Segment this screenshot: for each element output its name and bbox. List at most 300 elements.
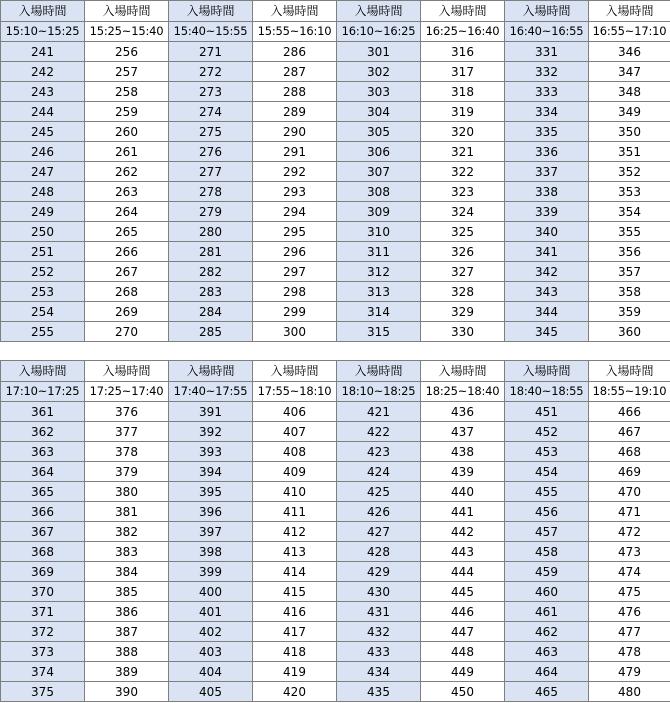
number-cell: 325: [421, 222, 505, 242]
number-cell: 441: [421, 502, 505, 522]
number-cell: 452: [505, 422, 589, 442]
number-cell: 479: [589, 662, 670, 682]
table-row: [1, 662, 670, 682]
table-row: [1, 542, 670, 562]
number-cell: 309: [337, 202, 421, 222]
table-row: [1, 422, 670, 442]
entry-time-table-2: [0, 360, 670, 702]
number-cell: 473: [589, 542, 670, 562]
number-cell: 259: [85, 102, 169, 122]
number-cell: 428: [337, 542, 421, 562]
number-cell: 340: [505, 222, 589, 242]
table-row: [1, 102, 670, 122]
number-cell: 422: [337, 422, 421, 442]
time-slot-row: [1, 382, 670, 402]
table-row: [1, 462, 670, 482]
number-cell: 414: [253, 562, 337, 582]
number-cell: 447: [421, 622, 505, 642]
number-cell: 332: [505, 62, 589, 82]
number-cell: 409: [253, 462, 337, 482]
number-cell: 304: [337, 102, 421, 122]
header-cell: 入場時間: [337, 1, 421, 22]
number-cell: 370: [1, 582, 85, 602]
number-cell: 437: [421, 422, 505, 442]
number-cell: 392: [169, 422, 253, 442]
number-cell: 448: [421, 642, 505, 662]
header-cell: 入場時間: [505, 361, 589, 382]
number-cell: 408: [253, 442, 337, 462]
number-cell: 338: [505, 182, 589, 202]
number-cell: 436: [421, 402, 505, 422]
entry-time-table-1: [0, 0, 670, 342]
number-cell: 363: [1, 442, 85, 462]
number-cell: 253: [1, 282, 85, 302]
number-cell: 385: [85, 582, 169, 602]
header-cell: 入場時間: [505, 1, 589, 22]
number-cell: 460: [505, 582, 589, 602]
number-cell: 280: [169, 222, 253, 242]
number-cell: 317: [421, 62, 505, 82]
table-row: [1, 202, 670, 222]
header-cell: 入場時間: [421, 361, 505, 382]
number-cell: 398: [169, 542, 253, 562]
number-cell: 355: [589, 222, 670, 242]
number-cell: 352: [589, 162, 670, 182]
number-cell: 395: [169, 482, 253, 502]
number-cell: 342: [505, 262, 589, 282]
time-slot-cell: 17:10~17:25: [1, 382, 85, 402]
number-cell: 410: [253, 482, 337, 502]
number-cell: 377: [85, 422, 169, 442]
number-cell: 315: [337, 322, 421, 342]
number-cell: 431: [337, 602, 421, 622]
number-cell: 459: [505, 562, 589, 582]
table-row: [1, 562, 670, 582]
table-row: [1, 582, 670, 602]
number-cell: 467: [589, 422, 670, 442]
number-cell: 334: [505, 102, 589, 122]
time-slot-cell: 15:25~15:40: [85, 22, 169, 42]
number-cell: 455: [505, 482, 589, 502]
number-cell: 252: [1, 262, 85, 282]
table-row: [1, 262, 670, 282]
number-cell: 273: [169, 82, 253, 102]
time-slot-cell: 18:40~18:55: [505, 382, 589, 402]
header-cell: 入場時間: [253, 361, 337, 382]
number-cell: 267: [85, 262, 169, 282]
table-row: [1, 182, 670, 202]
number-cell: 350: [589, 122, 670, 142]
table-row: [1, 222, 670, 242]
time-slot-cell: 17:55~18:10: [253, 382, 337, 402]
table-row: [1, 482, 670, 502]
number-cell: 360: [589, 322, 670, 342]
time-slot-cell: 16:10~16:25: [337, 22, 421, 42]
number-cell: 279: [169, 202, 253, 222]
number-cell: 349: [589, 102, 670, 122]
number-cell: 371: [1, 602, 85, 622]
number-cell: 432: [337, 622, 421, 642]
number-cell: 474: [589, 562, 670, 582]
number-cell: 270: [85, 322, 169, 342]
number-cell: 290: [253, 122, 337, 142]
number-cell: 357: [589, 262, 670, 282]
number-cell: 463: [505, 642, 589, 662]
number-cell: 472: [589, 522, 670, 542]
time-slot-cell: 15:55~16:10: [253, 22, 337, 42]
number-cell: 387: [85, 622, 169, 642]
number-cell: 242: [1, 62, 85, 82]
number-cell: 245: [1, 122, 85, 142]
number-cell: 311: [337, 242, 421, 262]
number-cell: 417: [253, 622, 337, 642]
number-cell: 319: [421, 102, 505, 122]
number-cell: 282: [169, 262, 253, 282]
number-cell: 328: [421, 282, 505, 302]
table-row: [1, 142, 670, 162]
number-cell: 444: [421, 562, 505, 582]
number-cell: 420: [253, 682, 337, 702]
number-cell: 320: [421, 122, 505, 142]
number-cell: 469: [589, 462, 670, 482]
number-cell: 295: [253, 222, 337, 242]
number-cell: 278: [169, 182, 253, 202]
number-cell: 393: [169, 442, 253, 462]
number-cell: 305: [337, 122, 421, 142]
number-cell: 274: [169, 102, 253, 122]
number-cell: 359: [589, 302, 670, 322]
number-cell: 292: [253, 162, 337, 182]
header-cell: 入場時間: [253, 1, 337, 22]
number-cell: 466: [589, 402, 670, 422]
number-cell: 380: [85, 482, 169, 502]
table-row: [1, 42, 670, 62]
number-cell: 425: [337, 482, 421, 502]
number-cell: 415: [253, 582, 337, 602]
number-cell: 443: [421, 542, 505, 562]
number-cell: 276: [169, 142, 253, 162]
number-cell: 286: [253, 42, 337, 62]
number-cell: 480: [589, 682, 670, 702]
number-cell: 310: [337, 222, 421, 242]
number-cell: 297: [253, 262, 337, 282]
number-cell: 416: [253, 602, 337, 622]
number-cell: 399: [169, 562, 253, 582]
table-row: [1, 402, 670, 422]
number-cell: 438: [421, 442, 505, 462]
number-cell: 275: [169, 122, 253, 142]
number-cell: 477: [589, 622, 670, 642]
number-cell: 313: [337, 282, 421, 302]
number-cell: 333: [505, 82, 589, 102]
number-cell: 291: [253, 142, 337, 162]
table-row: [1, 602, 670, 622]
number-cell: 329: [421, 302, 505, 322]
number-cell: 372: [1, 622, 85, 642]
number-cell: 241: [1, 42, 85, 62]
number-cell: 281: [169, 242, 253, 262]
header-cell: 入場時間: [169, 361, 253, 382]
number-cell: 366: [1, 502, 85, 522]
number-cell: 264: [85, 202, 169, 222]
number-cell: 318: [421, 82, 505, 102]
number-cell: 470: [589, 482, 670, 502]
number-cell: 462: [505, 622, 589, 642]
number-cell: 433: [337, 642, 421, 662]
number-cell: 451: [505, 402, 589, 422]
header-cell: 入場時間: [169, 1, 253, 22]
number-cell: 373: [1, 642, 85, 662]
number-cell: 265: [85, 222, 169, 242]
number-cell: 450: [421, 682, 505, 702]
table-row: [1, 502, 670, 522]
number-cell: 269: [85, 302, 169, 322]
number-cell: 435: [337, 682, 421, 702]
table-row: [1, 242, 670, 262]
number-cell: 337: [505, 162, 589, 182]
number-cell: 361: [1, 402, 85, 422]
table-row: [1, 302, 670, 322]
number-cell: 464: [505, 662, 589, 682]
number-cell: 426: [337, 502, 421, 522]
number-cell: 327: [421, 262, 505, 282]
number-cell: 382: [85, 522, 169, 542]
header-cell: 入場時間: [1, 1, 85, 22]
number-cell: 289: [253, 102, 337, 122]
number-cell: 277: [169, 162, 253, 182]
number-cell: 344: [505, 302, 589, 322]
number-cell: 454: [505, 462, 589, 482]
number-cell: 301: [337, 42, 421, 62]
number-cell: 268: [85, 282, 169, 302]
number-cell: 367: [1, 522, 85, 542]
number-cell: 384: [85, 562, 169, 582]
number-cell: 475: [589, 582, 670, 602]
number-cell: 335: [505, 122, 589, 142]
number-cell: 248: [1, 182, 85, 202]
number-cell: 254: [1, 302, 85, 322]
number-cell: 396: [169, 502, 253, 522]
number-cell: 406: [253, 402, 337, 422]
number-cell: 397: [169, 522, 253, 542]
number-cell: 258: [85, 82, 169, 102]
number-cell: 423: [337, 442, 421, 462]
time-slot-cell: 16:55~17:10: [589, 22, 670, 42]
number-cell: 322: [421, 162, 505, 182]
header-cell: 入場時間: [337, 361, 421, 382]
number-cell: 442: [421, 522, 505, 542]
number-cell: 348: [589, 82, 670, 102]
number-cell: 294: [253, 202, 337, 222]
number-cell: 284: [169, 302, 253, 322]
number-cell: 283: [169, 282, 253, 302]
number-cell: 389: [85, 662, 169, 682]
number-cell: 299: [253, 302, 337, 322]
number-cell: 386: [85, 602, 169, 622]
number-cell: 288: [253, 82, 337, 102]
table-row: [1, 122, 670, 142]
time-slot-cell: 17:25~17:40: [85, 382, 169, 402]
header-cell: 入場時間: [85, 361, 169, 382]
number-cell: 262: [85, 162, 169, 182]
number-cell: 375: [1, 682, 85, 702]
number-cell: 476: [589, 602, 670, 622]
header-cell: 入場時間: [85, 1, 169, 22]
time-slot-cell: 15:10~15:25: [1, 22, 85, 42]
number-cell: 421: [337, 402, 421, 422]
number-cell: 453: [505, 442, 589, 462]
number-cell: 446: [421, 602, 505, 622]
number-cell: 336: [505, 142, 589, 162]
number-cell: 478: [589, 642, 670, 662]
number-cell: 296: [253, 242, 337, 262]
number-cell: 243: [1, 82, 85, 102]
number-cell: 402: [169, 622, 253, 642]
header-row: [1, 361, 670, 382]
table-row: [1, 162, 670, 182]
number-cell: 244: [1, 102, 85, 122]
number-cell: 321: [421, 142, 505, 162]
number-cell: 257: [85, 62, 169, 82]
number-cell: 263: [85, 182, 169, 202]
number-cell: 302: [337, 62, 421, 82]
number-cell: 330: [421, 322, 505, 342]
number-cell: 316: [421, 42, 505, 62]
number-cell: 456: [505, 502, 589, 522]
number-cell: 343: [505, 282, 589, 302]
number-cell: 391: [169, 402, 253, 422]
header-cell: 入場時間: [421, 1, 505, 22]
number-cell: 379: [85, 462, 169, 482]
number-cell: 365: [1, 482, 85, 502]
number-cell: 390: [85, 682, 169, 702]
number-cell: 368: [1, 542, 85, 562]
header-cell: 入場時間: [1, 361, 85, 382]
number-cell: 307: [337, 162, 421, 182]
number-cell: 266: [85, 242, 169, 262]
table-row: [1, 62, 670, 82]
time-slot-cell: 16:40~16:55: [505, 22, 589, 42]
number-cell: 272: [169, 62, 253, 82]
number-cell: 358: [589, 282, 670, 302]
number-cell: 439: [421, 462, 505, 482]
number-cell: 405: [169, 682, 253, 702]
number-cell: 250: [1, 222, 85, 242]
number-cell: 308: [337, 182, 421, 202]
number-cell: 249: [1, 202, 85, 222]
number-cell: 403: [169, 642, 253, 662]
number-cell: 293: [253, 182, 337, 202]
number-cell: 351: [589, 142, 670, 162]
number-cell: 285: [169, 322, 253, 342]
table-row: [1, 322, 670, 342]
number-cell: 434: [337, 662, 421, 682]
number-cell: 418: [253, 642, 337, 662]
number-cell: 324: [421, 202, 505, 222]
table-row: [1, 622, 670, 642]
time-slot-cell: 15:40~15:55: [169, 22, 253, 42]
time-slot-row: [1, 22, 670, 42]
number-cell: 449: [421, 662, 505, 682]
table-row: [1, 82, 670, 102]
number-cell: 401: [169, 602, 253, 622]
header-row: [1, 1, 670, 22]
number-cell: 303: [337, 82, 421, 102]
number-cell: 260: [85, 122, 169, 142]
time-slot-cell: 18:55~19:10: [589, 382, 670, 402]
number-cell: 468: [589, 442, 670, 462]
number-cell: 383: [85, 542, 169, 562]
number-cell: 287: [253, 62, 337, 82]
number-cell: 300: [253, 322, 337, 342]
number-cell: 353: [589, 182, 670, 202]
number-cell: 471: [589, 502, 670, 522]
header-cell: 入場時間: [589, 1, 670, 22]
number-cell: 255: [1, 322, 85, 342]
table-row: [1, 282, 670, 302]
number-cell: 356: [589, 242, 670, 262]
number-cell: 247: [1, 162, 85, 182]
number-cell: 271: [169, 42, 253, 62]
number-cell: 429: [337, 562, 421, 582]
time-slot-cell: 18:25~18:40: [421, 382, 505, 402]
number-cell: 404: [169, 662, 253, 682]
number-cell: 461: [505, 602, 589, 622]
number-cell: 246: [1, 142, 85, 162]
number-cell: 346: [589, 42, 670, 62]
number-cell: 424: [337, 462, 421, 482]
number-cell: 376: [85, 402, 169, 422]
number-cell: 430: [337, 582, 421, 602]
number-cell: 374: [1, 662, 85, 682]
number-cell: 411: [253, 502, 337, 522]
number-cell: 378: [85, 442, 169, 462]
number-cell: 331: [505, 42, 589, 62]
number-cell: 400: [169, 582, 253, 602]
time-slot-cell: 17:40~17:55: [169, 382, 253, 402]
number-cell: 445: [421, 582, 505, 602]
number-cell: 312: [337, 262, 421, 282]
number-cell: 306: [337, 142, 421, 162]
table-row: [1, 522, 670, 542]
number-cell: 326: [421, 242, 505, 262]
table-row: [1, 642, 670, 662]
number-cell: 458: [505, 542, 589, 562]
number-cell: 256: [85, 42, 169, 62]
number-cell: 314: [337, 302, 421, 322]
number-cell: 323: [421, 182, 505, 202]
number-cell: 388: [85, 642, 169, 662]
number-cell: 347: [589, 62, 670, 82]
number-cell: 413: [253, 542, 337, 562]
table-row: [1, 682, 670, 702]
number-cell: 345: [505, 322, 589, 342]
time-slot-cell: 18:10~18:25: [337, 382, 421, 402]
number-cell: 407: [253, 422, 337, 442]
number-cell: 362: [1, 422, 85, 442]
number-cell: 381: [85, 502, 169, 522]
number-cell: 251: [1, 242, 85, 262]
number-cell: 394: [169, 462, 253, 482]
number-cell: 298: [253, 282, 337, 302]
number-cell: 364: [1, 462, 85, 482]
number-cell: 354: [589, 202, 670, 222]
number-cell: 465: [505, 682, 589, 702]
number-cell: 457: [505, 522, 589, 542]
number-cell: 427: [337, 522, 421, 542]
number-cell: 261: [85, 142, 169, 162]
number-cell: 369: [1, 562, 85, 582]
